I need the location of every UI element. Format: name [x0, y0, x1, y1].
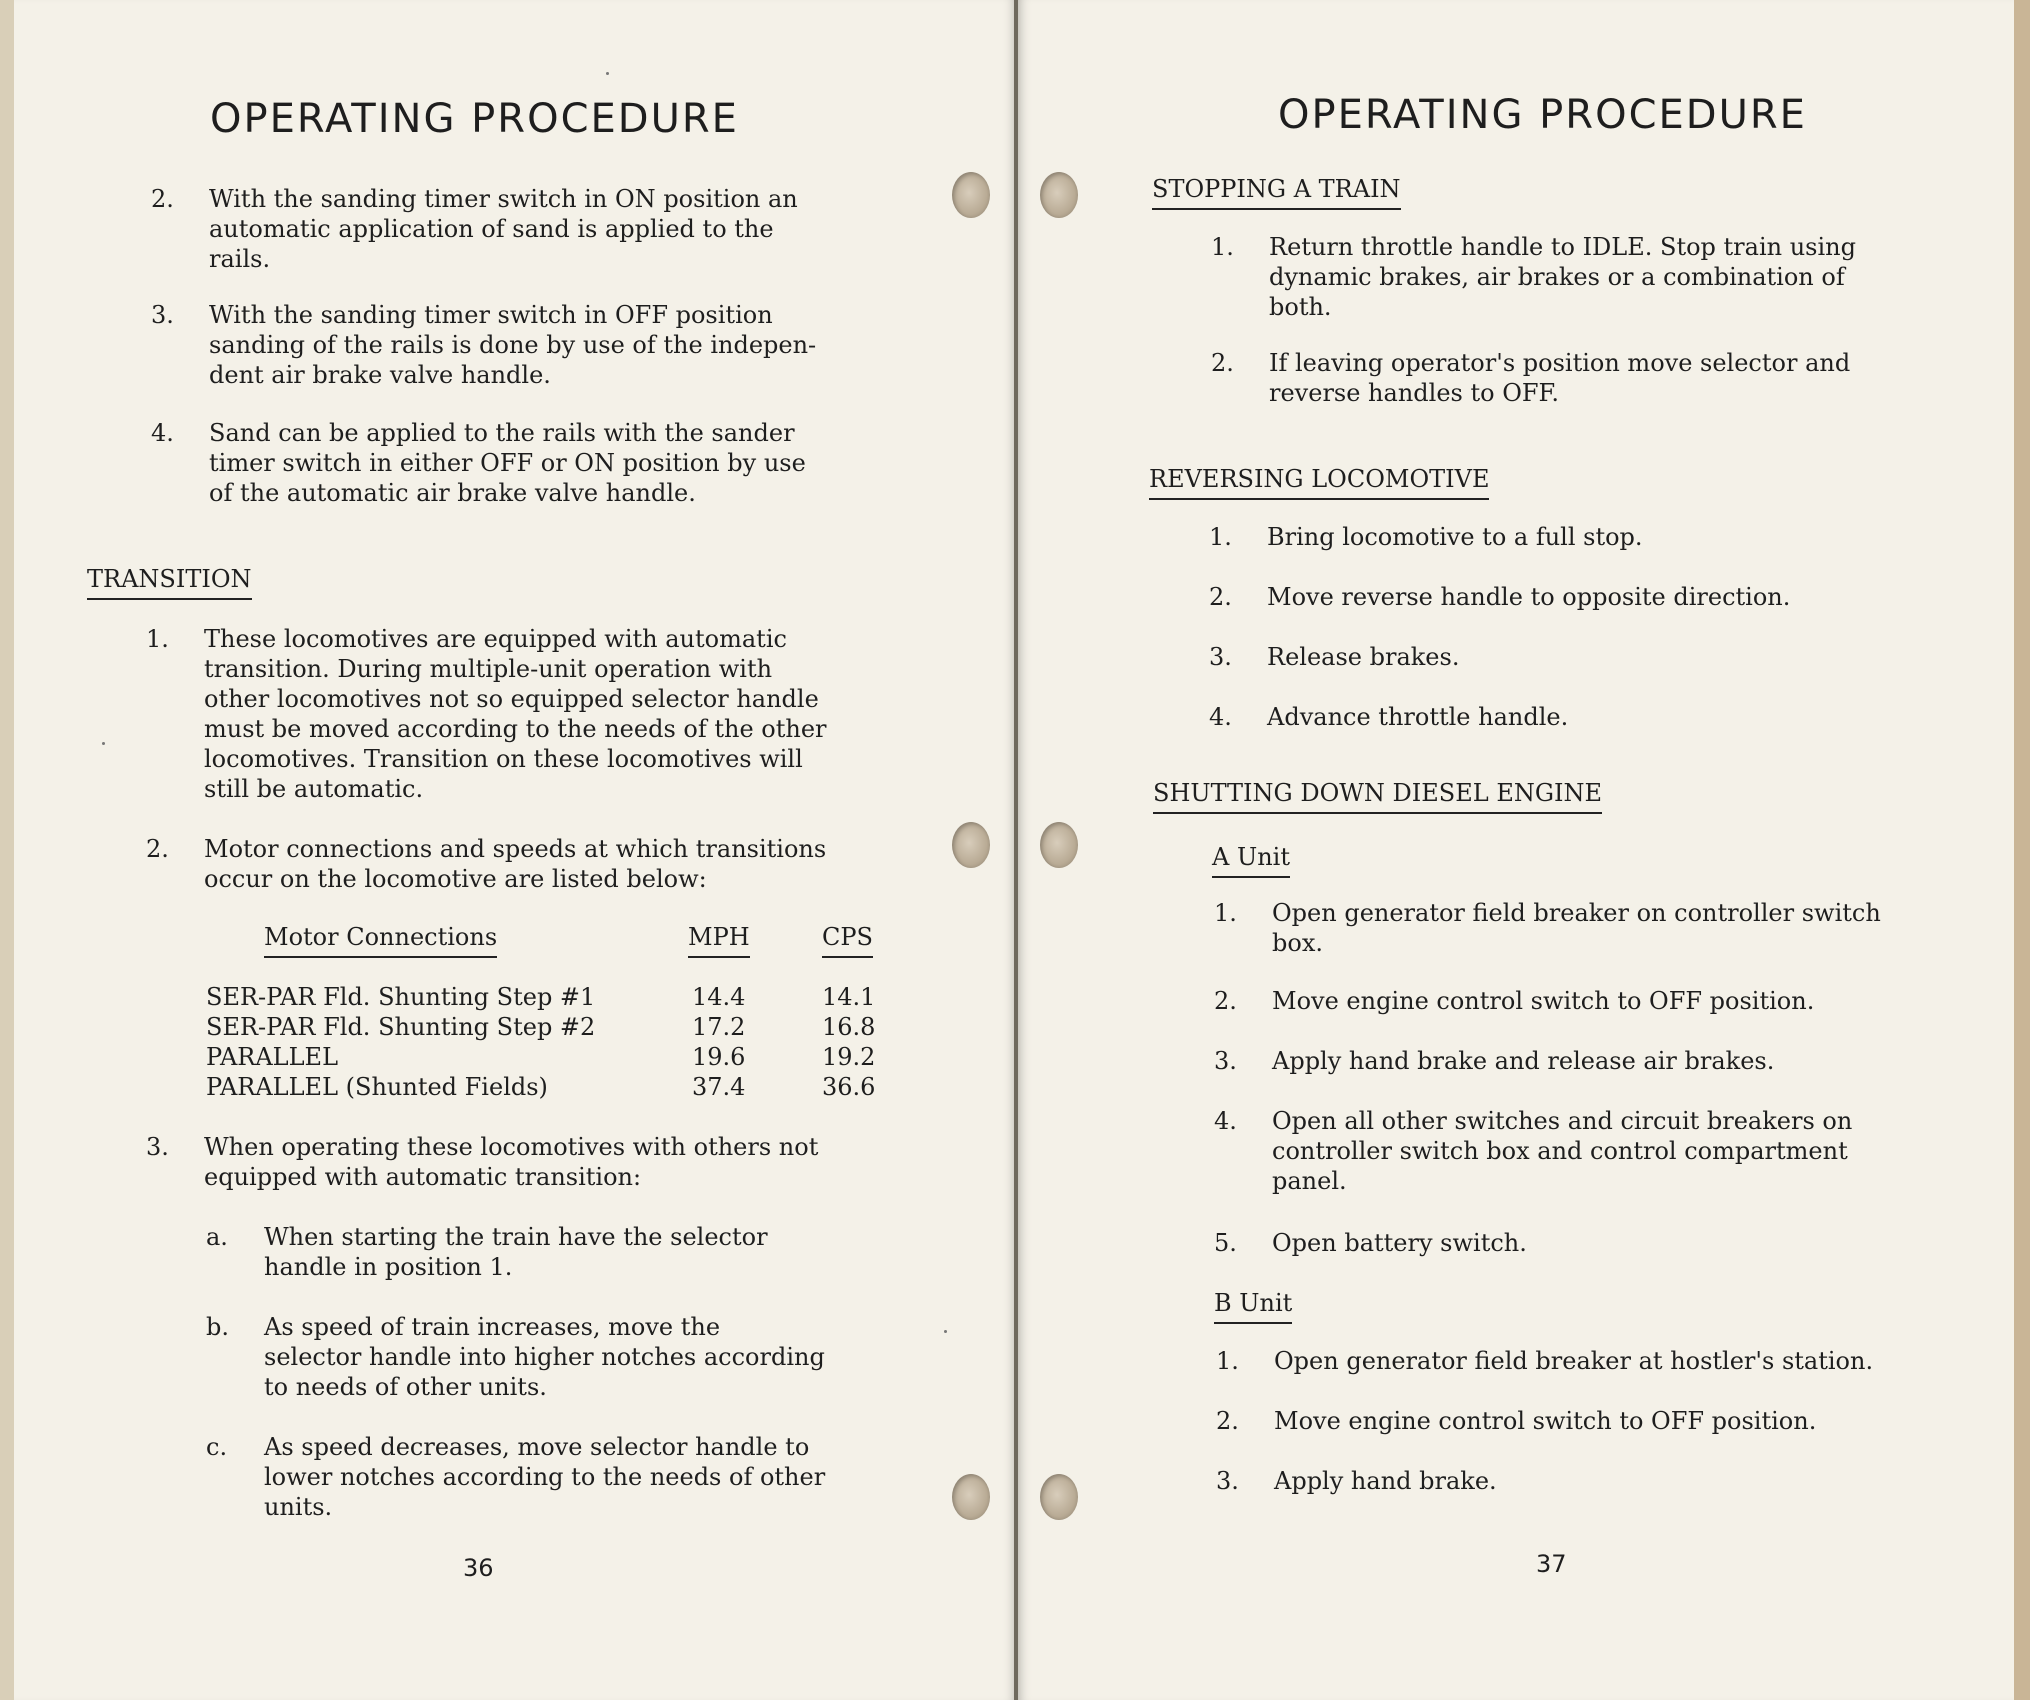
item-number: 4.	[151, 419, 174, 447]
page-title: OPERATING PROCEDURE	[210, 96, 739, 142]
left-page	[14, 0, 1015, 1700]
item-text: Open generator field breaker at hostler's station.	[1274, 1347, 1874, 1375]
item-text: Apply hand brake and release air brakes.	[1272, 1047, 1775, 1075]
sub-heading-a-unit: A Unit	[1212, 843, 1290, 871]
list-item	[151, 418, 911, 508]
section-heading-transition: TRANSITION	[87, 565, 252, 593]
list-item	[1216, 1406, 1996, 1436]
paper-speck	[606, 72, 609, 75]
item-text: Return throttle handle to IDLE. Stop train using dynamic brakes, air brakes or a combination of both.	[1269, 233, 1856, 321]
binder-hole	[952, 1474, 990, 1520]
item-letter: a.	[206, 1223, 228, 1251]
list-item	[1211, 232, 1971, 322]
item-text: Open all other switches and circuit breakers on controller switch box and control compartment panel.	[1272, 1107, 1853, 1195]
binder-hole	[1040, 172, 1078, 218]
item-number: 2.	[146, 835, 169, 863]
table-cell: 16.8	[822, 1013, 876, 1041]
table-cell: 19.2	[822, 1043, 876, 1071]
list-item	[1209, 642, 1969, 672]
list-item	[1214, 898, 1994, 958]
item-number: 2.	[1214, 987, 1237, 1015]
list-item	[1214, 1106, 1994, 1196]
item-text: Open battery switch.	[1272, 1229, 1527, 1257]
item-number: 2.	[1211, 349, 1234, 377]
item-text: If leaving operator's position move selector and reverse handles to OFF.	[1269, 349, 1851, 407]
item-text: Open generator field breaker on controller switch box.	[1272, 899, 1881, 957]
table-header-mph: MPH	[688, 923, 750, 951]
item-text: Apply hand brake.	[1274, 1467, 1497, 1495]
item-number: 3.	[1209, 643, 1232, 671]
page-edge	[2014, 0, 2030, 1700]
paper-speck	[102, 742, 105, 745]
item-number: 4.	[1209, 703, 1232, 731]
item-number: 2.	[1209, 583, 1232, 611]
item-number: 5.	[1214, 1229, 1237, 1257]
item-number: 2.	[1216, 1407, 1239, 1435]
table-cell: 19.6	[692, 1043, 746, 1071]
table-cell: 17.2	[692, 1013, 746, 1041]
item-letter: c.	[206, 1433, 228, 1461]
table-cell: 37.4	[692, 1073, 746, 1101]
item-text: Move engine control switch to OFF position.	[1272, 987, 1815, 1015]
list-item	[146, 834, 916, 894]
item-text: Move reverse handle to opposite direction.	[1267, 583, 1791, 611]
item-text: Sand can be applied to the rails with the sander timer switch in either OFF or ON position by use of the automatic air brake valve handle.	[209, 419, 806, 507]
item-text: These locomotives are equipped with automatic transition. During multiple-unit operation with other locomotives not so equipped selector handle must be moved according to the needs of the other locomotives. Transition on these locomotives will still be automatic.	[204, 625, 827, 803]
item-text: Release brakes.	[1267, 643, 1460, 671]
table-header-cps: CPS	[822, 923, 873, 951]
list-item	[1209, 582, 1969, 612]
binder-hole	[952, 822, 990, 868]
list-item	[151, 184, 911, 274]
item-letter: b.	[206, 1313, 229, 1341]
list-item	[151, 300, 911, 390]
binder-hole	[1040, 1474, 1078, 1520]
item-number: 3.	[151, 301, 174, 329]
page-number: 37	[1536, 1550, 1567, 1578]
item-text: As speed of train increases, move the selector handle into higher notches according to needs of other units.	[264, 1313, 825, 1401]
item-number: 4.	[1214, 1107, 1237, 1135]
page-number: 36	[463, 1554, 494, 1582]
item-number: 1.	[1216, 1347, 1239, 1375]
table-cell: 14.4	[692, 983, 746, 1011]
item-text: With the sanding timer switch in OFF position sanding of the rails is done by use of the indepen- dent air brake valve handle.	[209, 301, 817, 389]
list-item	[146, 624, 916, 804]
table-cell: 36.6	[822, 1073, 876, 1101]
list-item	[1211, 348, 1971, 408]
sub-list-item	[206, 1432, 906, 1522]
item-number: 1.	[146, 625, 169, 653]
list-item	[1216, 1346, 1996, 1376]
list-item	[1209, 522, 1969, 552]
item-text: When operating these locomotives with others not equipped with automatic transition:	[204, 1133, 819, 1191]
item-number: 1.	[1214, 899, 1237, 927]
item-number: 3.	[1216, 1467, 1239, 1495]
item-number: 3.	[146, 1133, 169, 1161]
item-text: Bring locomotive to a full stop.	[1267, 523, 1643, 551]
list-item	[1214, 1228, 1994, 1258]
section-heading-shutting-down: SHUTTING DOWN DIESEL ENGINE	[1153, 779, 1603, 807]
table-cell: PARALLEL	[206, 1043, 339, 1071]
list-item	[1214, 1046, 1994, 1076]
list-item	[1209, 702, 1969, 732]
item-text: When starting the train have the selector handle in position 1.	[264, 1223, 768, 1281]
list-item	[146, 1132, 916, 1192]
list-item	[1214, 986, 1994, 1016]
table-cell: SER-PAR Fld. Shunting Step #2	[206, 1013, 596, 1041]
section-heading-reversing: REVERSING LOCOMOTIVE	[1149, 465, 1490, 493]
binder-hole	[952, 172, 990, 218]
sub-heading-b-unit: B Unit	[1214, 1289, 1293, 1317]
item-number: 1.	[1209, 523, 1232, 551]
item-text: Move engine control switch to OFF position.	[1274, 1407, 1817, 1435]
paper-speck	[944, 1330, 947, 1333]
item-text: As speed decreases, move selector handle to lower notches according to the needs of other units.	[264, 1433, 826, 1521]
item-number: 3.	[1214, 1047, 1237, 1075]
binder-hole	[1040, 822, 1078, 868]
item-number: 2.	[151, 185, 174, 213]
right-page	[1018, 0, 2014, 1700]
item-text: Advance throttle handle.	[1267, 703, 1569, 731]
table-cell: 14.1	[822, 983, 876, 1011]
item-number: 1.	[1211, 233, 1234, 261]
sub-list-item	[206, 1222, 906, 1282]
page-title: OPERATING PROCEDURE	[1278, 92, 1807, 138]
item-text: With the sanding timer switch in ON position an automatic application of sand is applied to the rails.	[209, 185, 798, 273]
table-header-motor-connections: Motor Connections	[264, 923, 498, 951]
sub-list-item	[206, 1312, 906, 1402]
item-text: Motor connections and speeds at which transitions occur on the locomotive are listed below:	[204, 835, 827, 893]
table-cell: PARALLEL (Shunted Fields)	[206, 1073, 548, 1101]
list-item	[1216, 1466, 1996, 1496]
section-heading-stopping: STOPPING A TRAIN	[1152, 175, 1401, 203]
table-cell: SER-PAR Fld. Shunting Step #1	[206, 983, 596, 1011]
